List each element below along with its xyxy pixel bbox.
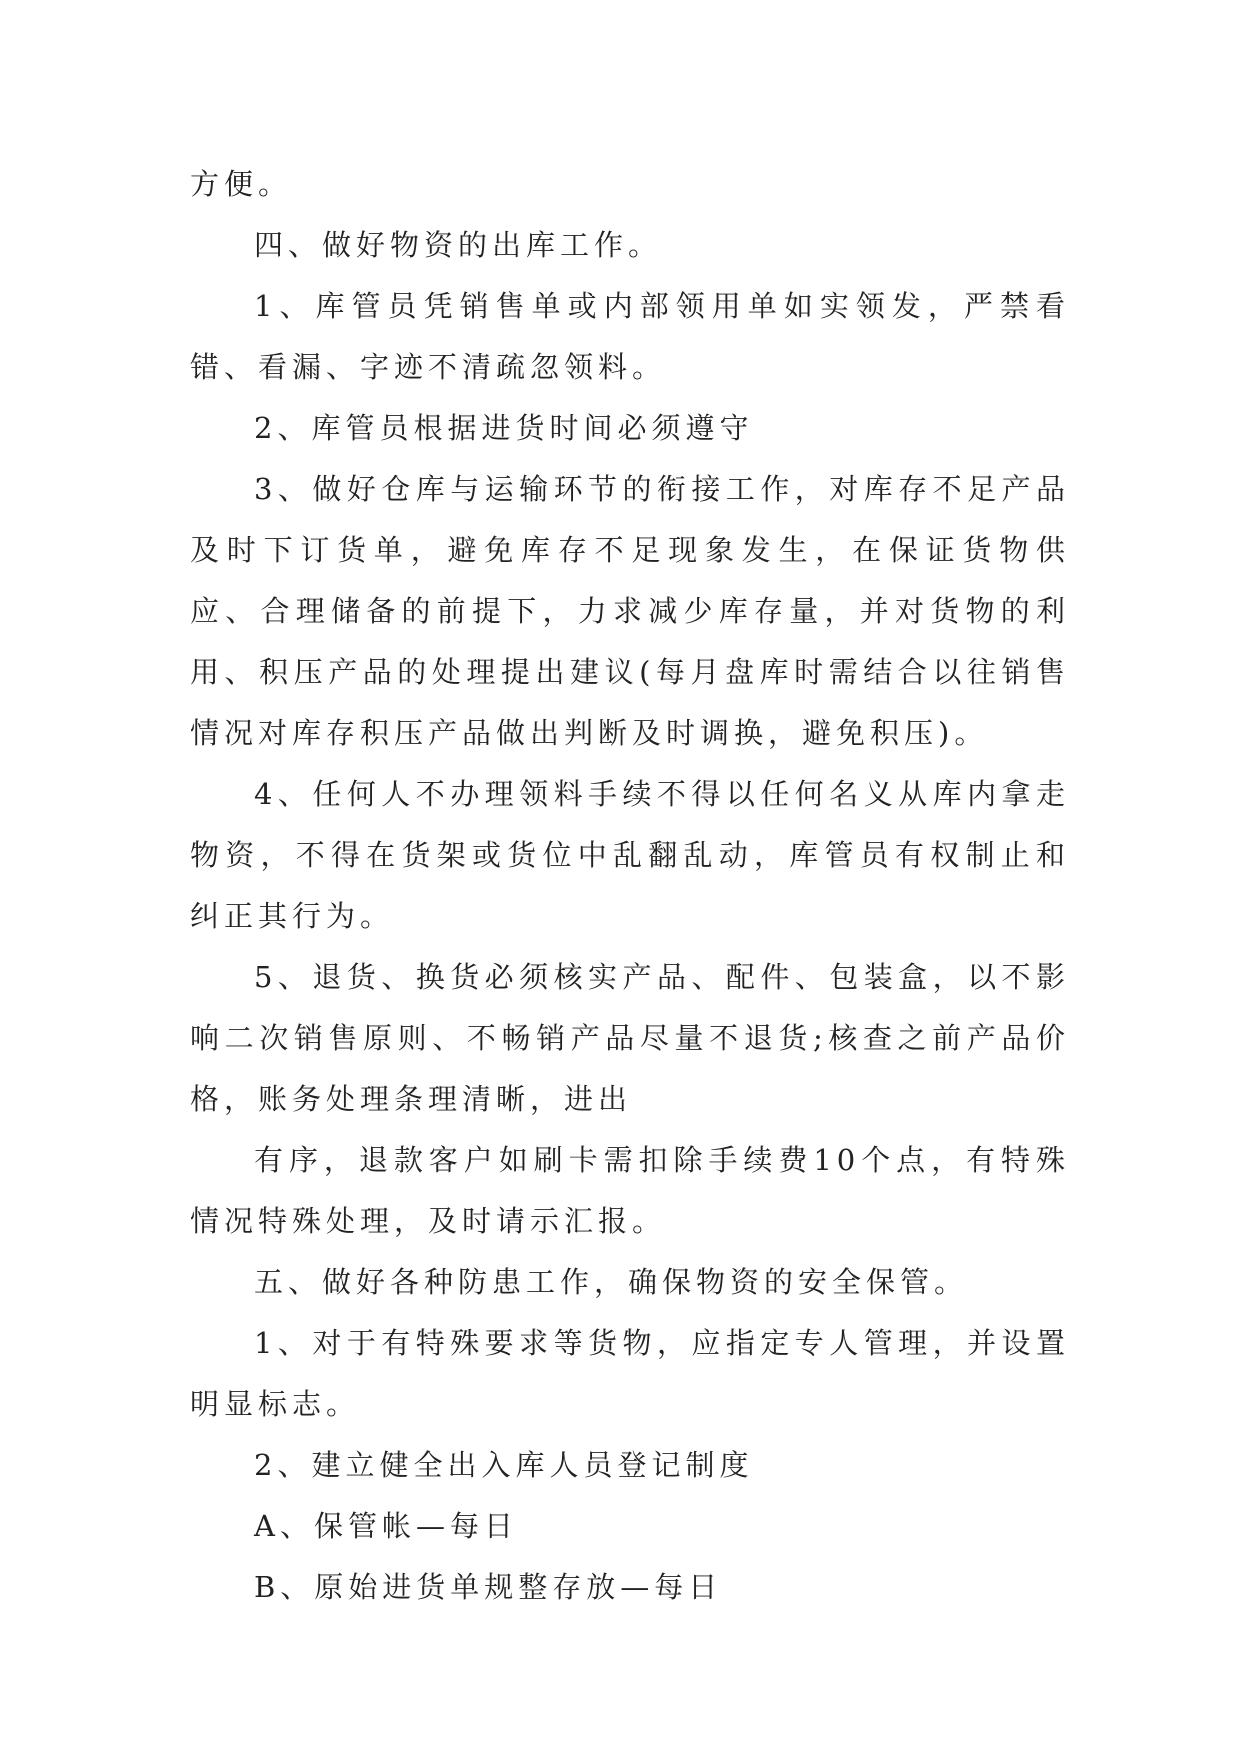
paragraph: B、原始进货单规整存放—每日: [254, 1570, 723, 1604]
section-heading: 四、做好物资的出库工作。: [254, 228, 663, 262]
paragraph: 1、库管员凭销售单或内部领用单如实领发，严禁看错、看漏、字迹不清疏忽领料。: [190, 289, 1070, 384]
paragraph: 2、库管员根据进货时间必须遵守: [254, 411, 754, 445]
paragraph: 4、任何人不办理领料手续不得以任何名义从库内拿走物资，不得在货架或货位中乱翻乱动，库管员有权制止和纠正其行为。: [190, 777, 1070, 933]
paragraph: 1、对于有特殊要求等货物，应指定专人管理，并设置明显标志。: [190, 1326, 1070, 1421]
section-heading: 五、做好各种防患工作，确保物资的安全保管。: [254, 1265, 969, 1299]
paragraph: 5、退货、换货必须核实产品、配件、包装盒，以不影响二次销售原则、不畅销产品尽量不退货;核查之前产品价格，账务处理条理清晰，进出: [190, 960, 1070, 1116]
document-body: [190, 154, 1070, 1618]
paragraph: 有序，退款客户如刷卡需扣除手续费10个点，有特殊情况特殊处理，及时请示汇报。: [190, 1143, 1070, 1238]
paragraph: 3、做好仓库与运输环节的衔接工作，对库存不足产品及时下订货单，避免库存不足现象发生，在保证货物供应、合理储备的前提下，力求减少库存量，并对货物的利用、积压产品的处理提出建议(每月盘库时需结合以往销售情况对库存积压产品做出判断及时调换，避免积压)。: [190, 472, 1070, 750]
paragraph: 方便。: [190, 167, 293, 201]
paragraph: A、保管帐—每日: [254, 1509, 518, 1543]
paragraph: 2、建立健全出入库人员登记制度: [254, 1448, 754, 1482]
